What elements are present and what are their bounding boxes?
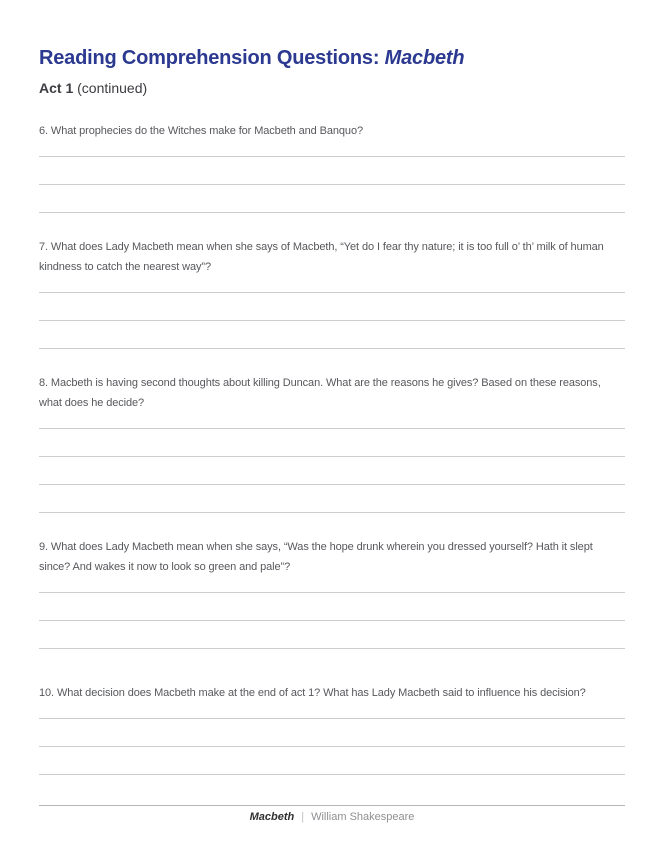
page-title [39, 46, 625, 70]
footer-separator: | [301, 811, 305, 823]
answer-line [39, 157, 625, 185]
question-8-answer-lines [39, 401, 625, 513]
question-9-text: 9. What does Lady Macbeth mean when she says, “Was the hope drunk wherein you dressed yourself? Hath it slept since? And wakes it now to look so green and pale”? [39, 541, 593, 573]
page-title-text: Reading Comprehension Questions: [39, 47, 385, 69]
question-8-text: 8. Macbeth is having second thoughts about killing Duncan. What are the reasons he gives? Based on these reasons, what does he decide? [39, 377, 601, 409]
answer-line [39, 321, 625, 349]
answer-line [39, 293, 625, 321]
page-title-book: Macbeth [384, 47, 465, 69]
answer-line [39, 429, 625, 457]
question-9-answer-lines [39, 565, 625, 649]
question-9 [39, 537, 625, 649]
question-8 [39, 373, 625, 513]
page-content [39, 0, 625, 775]
page-footer [39, 805, 625, 824]
question-7-text: 7. What does Lady Macbeth mean when she says of Macbeth, “Yet do I fear thy nature; it is too full o’ th’ milk of human kindness to catch the nearest way”? [39, 241, 604, 273]
answer-line [39, 593, 625, 621]
subtitle-continued: (continued) [77, 80, 148, 96]
question-10-text: 10. What decision does Macbeth make at the end of act 1? What has Lady Macbeth said to influence his decision? [39, 687, 586, 699]
footer-author-name: William Shakespeare [311, 811, 415, 823]
answer-line [39, 747, 625, 775]
question-10 [39, 683, 625, 775]
subtitle-act: Act 1 [39, 80, 74, 96]
page-subtitle [39, 79, 625, 97]
question-10-answer-lines [39, 691, 625, 775]
question-7-answer-lines [39, 265, 625, 349]
question-7 [39, 237, 625, 349]
answer-line [39, 485, 625, 513]
answer-line [39, 621, 625, 649]
answer-line [39, 185, 625, 213]
question-6-answer-lines [39, 129, 625, 213]
question-6 [39, 121, 625, 213]
answer-line [39, 719, 625, 747]
question-6-text: 6. What prophecies do the Witches make for Macbeth and Banquo? [39, 125, 363, 137]
answer-line [39, 457, 625, 485]
footer-book-title: Macbeth [249, 811, 295, 823]
